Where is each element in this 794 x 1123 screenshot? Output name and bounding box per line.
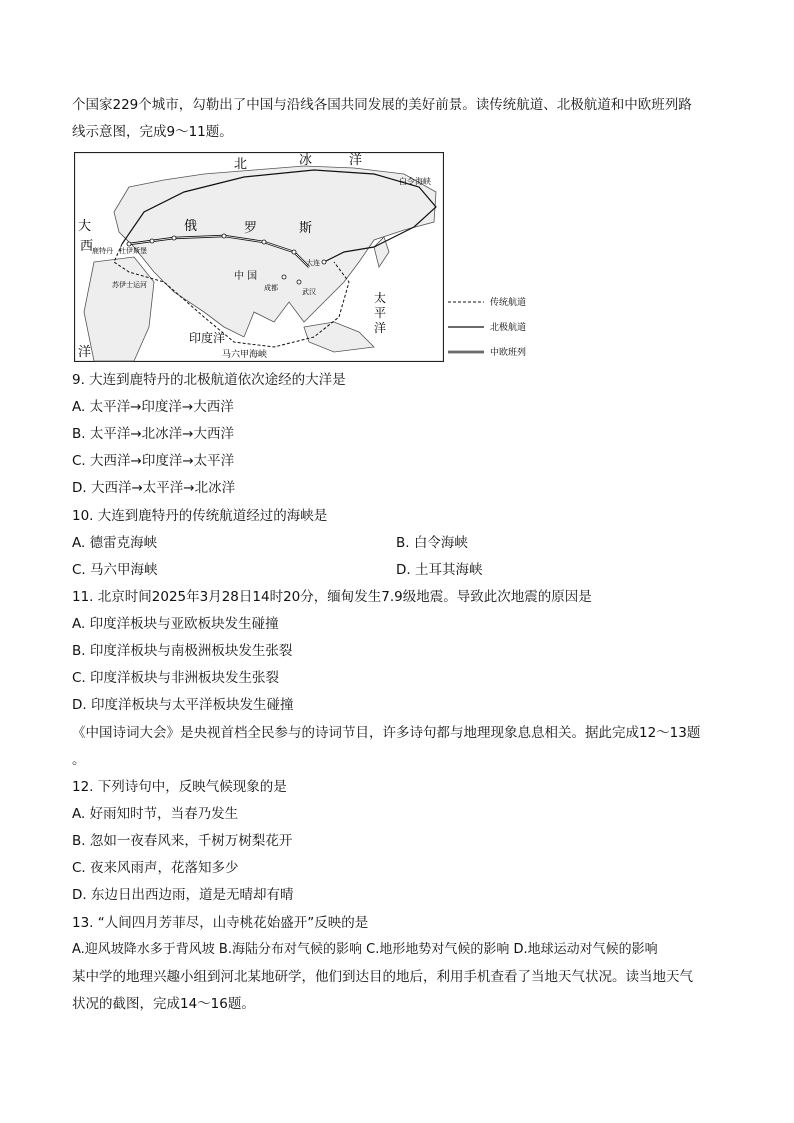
map-label-yang-pacific: 洋 xyxy=(374,321,387,335)
q12-option-b: B. 忽如一夜春风来，千树万树梨花开 xyxy=(72,833,293,849)
q9-stem: 9. 大连到鹿特丹的北极航道依次途经的大洋是 xyxy=(72,372,346,388)
map-label-bei: 北 xyxy=(234,157,248,172)
q12-option-a: A. 好雨知时节，当春乃发生 xyxy=(72,806,239,822)
map-label-xi: 西 xyxy=(80,239,94,254)
map-label-si: 斯 xyxy=(299,221,313,236)
q12-stem: 12. 下列诗句中，反映气候现象的是 xyxy=(72,779,287,795)
map-label-malacca: 马六甲海峡 xyxy=(222,350,268,360)
map-label-tai: 太 xyxy=(374,291,387,305)
map-label-suez: 苏伊士运河 xyxy=(112,281,147,289)
map-label-da: 大 xyxy=(78,219,92,234)
q12-option-c: C. 夜来风雨声，花落知多少 xyxy=(72,860,239,876)
route-map xyxy=(74,152,444,362)
q11-option-b: B. 印度洋板块与南极洲板块发生张裂 xyxy=(72,643,293,659)
q9-option-d: D. 大西洋→太平洋→北冰洋 xyxy=(72,480,236,496)
q11-stem: 11. 北京时间2025年3月28日14时20分，缅甸发生7.9级地震。导致此次地震的原因是 xyxy=(72,589,592,605)
map-label-china: 中 国 xyxy=(234,271,258,282)
map-label-chengdu: 成都 xyxy=(264,284,278,292)
map-label-luo: 罗 xyxy=(244,221,258,236)
legend-railway: 中欧班列 xyxy=(490,348,527,358)
map-label-bing: 冰 xyxy=(299,153,313,168)
q9-option-b: B. 太平洋→北冰洋→大西洋 xyxy=(72,426,234,442)
map-label-ping: 平 xyxy=(374,306,387,320)
map-label-duisburg: 杜伊斯堡 xyxy=(119,247,147,255)
q12-option-d: D. 东边日出西边雨，道是无晴却有晴 xyxy=(72,887,294,903)
poetry-intro-line-1: 《中国诗词大会》是央视首档全民参与的诗词节目，许多诗句都与地理现象息息相关。据此完成12～13题 xyxy=(72,725,701,741)
map-label-wuhan: 武汉 xyxy=(302,288,316,296)
q9-option-c: C. 大西洋→印度洋→太平洋 xyxy=(72,453,235,469)
intro-line-1: 个国家229个城市，勾勒出了中国与沿线各国共同发展的美好前景。读传统航道、北极航道和中欧班列路 xyxy=(72,97,692,113)
legend-traditional: 传统航道 xyxy=(490,298,527,308)
q13-stem: 13. “人间四月芳菲尽，山寺桃花始盛开”反映的是 xyxy=(72,915,369,931)
legend-arctic: 北极航道 xyxy=(490,323,527,333)
map-label-rotterdam: 鹿特丹 xyxy=(92,247,113,255)
q11-option-c: C. 印度洋板块与非洲板块发生张裂 xyxy=(72,670,280,686)
map-label-bering: 白令海峡 xyxy=(399,177,431,186)
q13-options: A.迎风坡降水多于背风坡 B.海陆分布对气候的影响 C.地形地势对气候的影响 D.地球运动对气候的影响 xyxy=(72,942,658,957)
weather-intro-line-1: 某中学的地理兴趣小组到河北某地研学，他们到达目的地后，利用手机查看了当地天气状况。读当地天气 xyxy=(72,969,693,985)
poetry-intro-line-2: 。 xyxy=(72,752,86,768)
q9-option-a: A. 太平洋→印度洋→大西洋 xyxy=(72,399,234,415)
q10-option-d: D. 土耳其海峡 xyxy=(396,562,483,578)
q11-option-a: A. 印度洋板块与亚欧板块发生碰撞 xyxy=(72,616,279,632)
intro-line-2: 线示意图，完成9～11题。 xyxy=(72,124,233,140)
q10-stem: 10. 大连到鹿特丹的传统航道经过的海峡是 xyxy=(72,508,328,524)
map-label-dalian: 大连 xyxy=(306,259,320,267)
map-label-yang-west: 洋 xyxy=(78,345,92,360)
weather-intro-line-2: 状况的截图，完成14～16题。 xyxy=(72,996,255,1012)
map-label-indian-ocean: 印度洋 xyxy=(189,331,226,345)
q10-option-c: C. 马六甲海峡 xyxy=(72,562,158,578)
q10-option-b: B. 白令海峡 xyxy=(396,535,468,551)
map-label-e: 俄 xyxy=(184,219,198,234)
map-legend xyxy=(448,292,538,362)
q10-option-a: A. 德雷克海峡 xyxy=(72,535,158,551)
q11-option-d: D. 印度洋板块与太平洋板块发生碰撞 xyxy=(72,697,294,713)
map-label-yang-north: 洋 xyxy=(349,153,363,168)
